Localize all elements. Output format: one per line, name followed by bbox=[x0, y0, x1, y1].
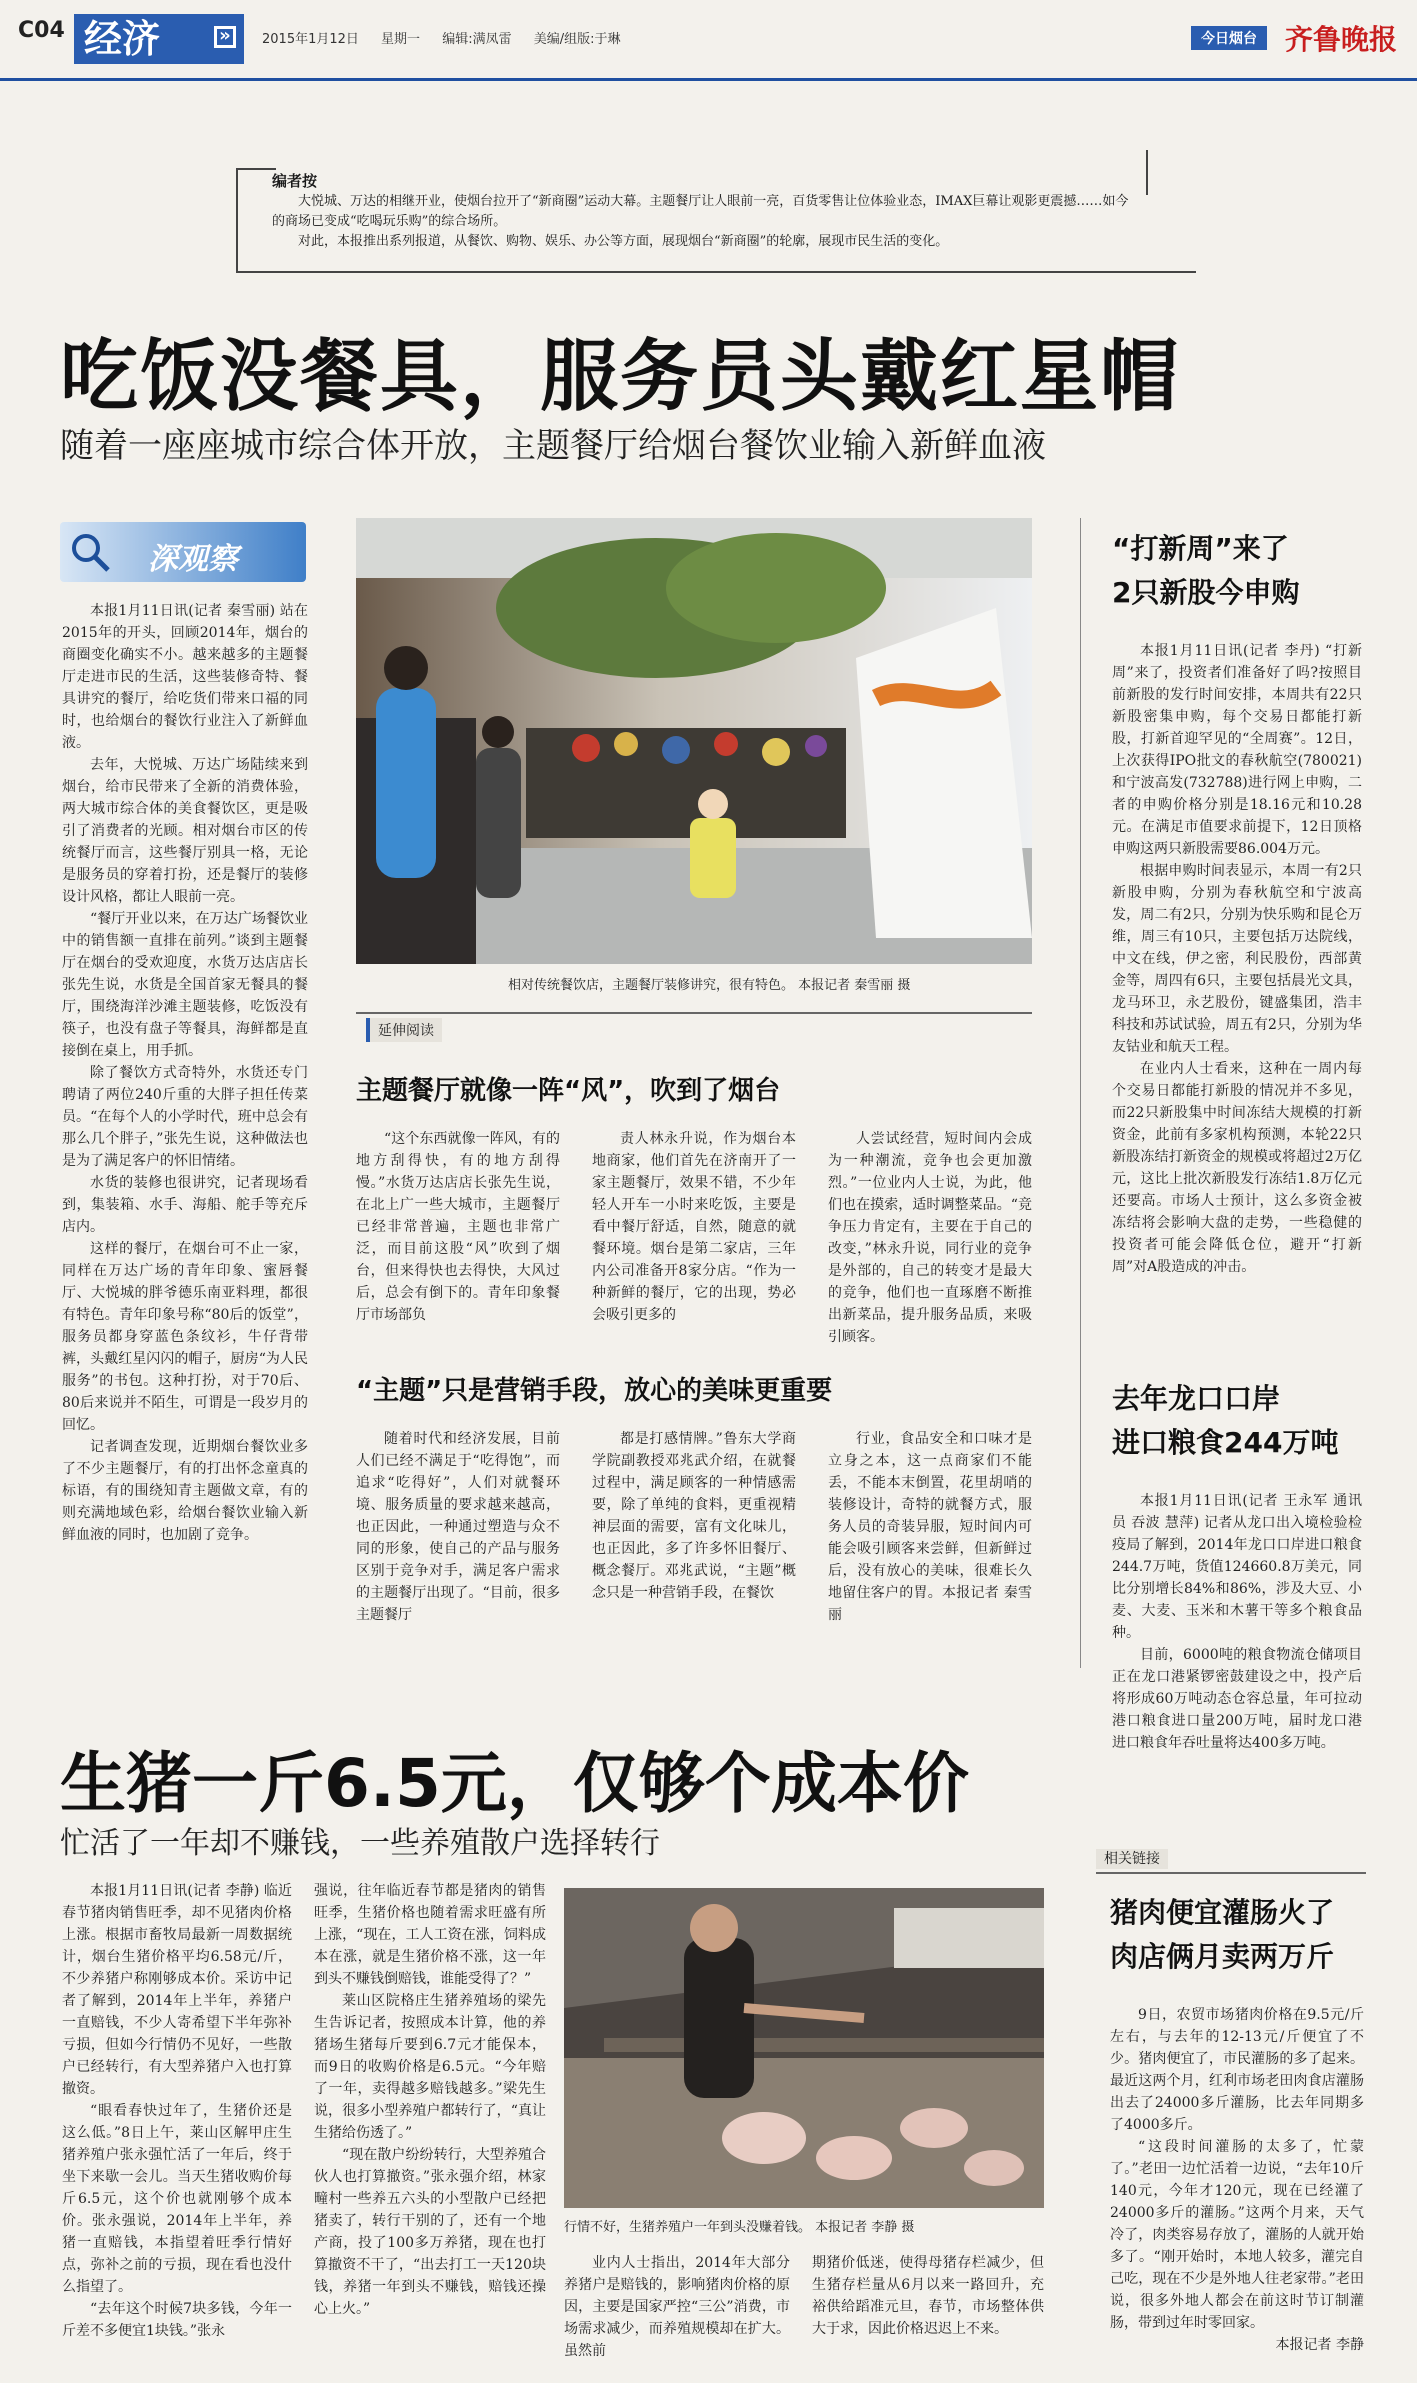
designer-credit: 美编/组版:于琳 bbox=[533, 32, 621, 47]
side2-p0: 本报1月11日讯(记者 王永军 通讯员 吞波 慧萍) 记者从龙口出入境检验检疫局了解到，2014年龙口口岸进口粮食244.7万吨，货值124660.8万美元，同比分别增长84%和86%，涉及大豆、小麦、大麦、玉米和木薯干等多个粮食品种。 bbox=[1112, 1493, 1362, 1641]
side3-tag-label: 相关链接 bbox=[1096, 1849, 1168, 1869]
editor-note-frame-bottom bbox=[236, 271, 1196, 273]
side2-body bbox=[1112, 1490, 1362, 1751]
ext2-col-3: 行业，食品安全和口味才是立身之本，这一点商家们不能丢，不能本末倒置，花里胡哨的装修设计，奇特的就餐方式，服务人员的奇装异服，短时间内可能会吸引顾客来尝鲜，但新鲜过后，没有放心的美味，很难长久地留住客户的胃。本报记者 秦雪丽 bbox=[828, 1431, 1032, 1623]
story1-c1-p1: 去年，大悦城、万达广场陆续来到烟台，给市民带来了全新的消费体验，两大城市综合体的美食餐饮区，更是吸引了消费者的光顾。相对烟台市区的传统餐厅而言，这些餐厅别具一格，无论是服务员的穿着打扮，还是餐厅的装修设计风格，都让人眼前一亮。 bbox=[62, 757, 308, 905]
pig-farm-photo-image bbox=[564, 1888, 1044, 2208]
side3-p0: 9日，农贸市场猪肉价格在9.5元/斤左右，与去年的12-13元/斤便宜了不少。猪肉便宜了，市民灌肠的多了起来。最近这两个月，红利市场老田肉食店灌肠出去了24000多斤灌肠，比去年同期多了4000多斤。 bbox=[1110, 2007, 1364, 2133]
page-header bbox=[0, 0, 1417, 80]
story2-c1-p2: “去年这个时候7块多钱，今年一斤差不多便宜1块钱。”张永 bbox=[62, 2301, 292, 2339]
story2-c2-p0: 强说，往年临近春节都是猪肉的销售旺季，生猪价格也随着需求旺盛有所上涨，“现在，工人工资在涨，饲料成本在涨，就是生猪价格不涨，这一年到头不赚钱倒赔钱，谁能受得了？” bbox=[314, 1883, 546, 1987]
ext-col-3: 人尝试经营，短时间内会成为一种潮流，竞争也会更加激烈。”一位业内人士说，为此，他们也在摸索，适时调整菜品。“竞争压力肯定有，主要在于自己的改变，”林永升说，同行业的竞争是外部的，自己的转变才是最大的竞争，他们也一直琢磨不断推出新菜品，提升服务品质，来吸引顾客。 bbox=[828, 1131, 1032, 1345]
restaurant-photo bbox=[356, 518, 1032, 964]
ext-reading-tag: 延伸阅读 bbox=[366, 1018, 442, 1042]
story1-c1-p6: 记者调查发现，近期烟台餐饮业多了不少主题餐厅，有的打出怀念童真的标语，有的围绕知青主题做文章，有的则充满地域色彩，给烟台餐饮业输入新鲜血液的同时，也加剧了竞争。 bbox=[62, 1439, 308, 1543]
side3-tag bbox=[1096, 1848, 1366, 1874]
editor-note-frame-right bbox=[1146, 150, 1148, 195]
ext2-col-2: 都是打感情牌。”鲁东大学商学院副教授邓兆武介绍，在就餐过程中，满足顾客的一种情感需要，除了单纯的食料，更重视精神层面的需要，富有文化味儿，也正因此，多了许多怀旧餐厅、概念餐厅。邓兆武说，“主题”概念只是一种营销手段，在餐饮 bbox=[592, 1431, 796, 1601]
header-divider bbox=[0, 78, 1417, 81]
story2-headline: 生猪一斤6.5元，仅够个成本价 bbox=[60, 1745, 969, 1822]
story2-bottom-col-2: 期猪价低迷，使得母猪存栏减少，但生猪存栏量从6月以来一路回升，充裕供给蹈准元旦，春节，市场整体供大于求，因此价格迟迟上不来。 bbox=[812, 2255, 1044, 2337]
side1-body bbox=[1112, 640, 1362, 1320]
editor-credit: 编辑:满凤雷 bbox=[442, 32, 512, 47]
deep-observe-badge bbox=[60, 522, 306, 582]
story2-c2-p1: 莱山区院格庄生猪养殖场的梁先生告诉记者，按照成本计算，他的养猪场生猪每斤要到6.7元才能保本，而9日的收购价格是6.5元。“今年赔了一年，卖得越多赔钱越多。”梁先生说，很多小型养殖户都转行了，“真让生猪给伤透了。” bbox=[314, 1993, 546, 2141]
side2-headline-1: 去年龙口口岸 bbox=[1112, 1382, 1281, 1415]
side3-p2: 本报记者 李静 bbox=[1275, 2337, 1364, 2353]
ext2-col-1: 随着时代和经济发展，目前人们已经不满足于“吃得饱”，而追求“吃得好”，人们对就餐环境、服务质量的要求越来越高，也正因此，一种通过塑造与众不同的形象，使自己的产品与服务区别于竞争对手，满足客户需求的主题餐厅出现了。“目前，很多主题餐厅 bbox=[356, 1431, 560, 1623]
side1-headline-2: 2只新股今申购 bbox=[1112, 576, 1300, 609]
ext-reading-rule bbox=[356, 1012, 1032, 1014]
story1-c1-p0: 本报1月11日讯(记者 秦雪丽) 站在2015年的开头，回顾2014年，烟台的商圈变化确实不小。越来越多的主题餐厅走进市民的生活，这些装修奇特、餐具讲究的餐厅，给吃货们带来口福的同时，也给烟台的餐饮行业注入了新鲜血液。 bbox=[62, 603, 308, 751]
side3-body bbox=[1110, 2004, 1364, 2374]
pig-photo-caption: 行情不好，生猪养殖户一年到头没赚着钱。 本报记者 李静 摄 bbox=[564, 2220, 915, 2235]
editor-note-p2: 对此，本报推出系列报道，从餐饮、购物、娱乐、办公等方面，展现烟台“新商圈”的轮廓，展现市民生活的变化。 bbox=[298, 234, 949, 249]
chevron-right-icon: » bbox=[214, 26, 236, 48]
ext-reading-headline: 主题餐厅就像一阵“风”，吹到了烟台 bbox=[356, 1076, 781, 1106]
story1-c1-p3: 除了餐饮方式奇特外，水货还专门聘请了两位240斤重的大胖子担任传菜员。“在每个人的小学时代，班中总会有那么几个胖子，”张先生说，这种做法也是为了满足客户的怀旧情绪。 bbox=[62, 1065, 308, 1169]
page-number: C04 bbox=[18, 18, 65, 43]
story2-column-2 bbox=[314, 1880, 546, 2370]
story1-c1-p2: “餐厅开业以来，在万达广场餐饮业中的销售额一直排在前列。”谈到主题餐厅在烟台的受欢迎度，水货万达店店长张先生说，水货是全国首家无餐具的餐厅，围绕海洋沙滩主题装修，吃饭没有筷子，也没有盘子等餐具，海鲜都是直接倒在桌上，用手抓。 bbox=[62, 911, 308, 1059]
restaurant-photo-image bbox=[356, 518, 1032, 964]
story1-headline: 吃饭没餐具，服务员头戴红星帽 bbox=[60, 332, 1181, 422]
section-label: 经济 bbox=[84, 17, 161, 61]
story2-subhead: 忙活了一年却不赚钱，一些养殖散户选择转行 bbox=[60, 1826, 660, 1861]
editor-note-p1: 大悦城、万达的相继开业，使烟台拉开了“新商圈”运动大幕。主题餐厅让人眼前一亮，百货零售让位体验业态，IMAX巨幕让观影更震撼……如今的商场已变成“吃喝玩乐购”的综合场所。 bbox=[272, 194, 1129, 229]
editor-note-frame-top bbox=[236, 168, 276, 170]
story1-column-1 bbox=[62, 600, 308, 1672]
story2-c2-p2: “现在散户纷纷转行，大型养殖合伙人也打算撤资。”张永强介绍，林家疃村一些养五六头的小型散户已经把猪卖了，转行干别的了，还有一个地产商，投了100多万养猪，现在也打算撤资不干了，“出去打工一天120块钱，养猪一年到头不赚钱，赔钱还操心上火。” bbox=[314, 2147, 546, 2317]
side3-headline-1: 猪肉便宜灌肠火了 bbox=[1110, 1896, 1335, 1929]
side1-p1: 根据申购时间表显示，本周一有2只新股申购，分别为春秋航空和宁波高发，周二有2只，分别为快乐购和昆仑万维，周三有10只，主要包括万达院线，中文在线，伊之密，利民股份，西部黄金等，周四有6只，主要包括晨光文具，龙马环卫，永艺股份，键盛集团，浩丰科技和苏试试验，周五有2只，分别为华友钴业和航天工程。 bbox=[1112, 863, 1362, 1055]
badge-label: 深观察 bbox=[148, 542, 238, 577]
ext-col-1: “这个东西就像一阵风，有的地方刮得快，有的地方刮得慢。”水货万达店店长张先生说，在北上广一些大城市，主题餐厅已经非常普遍，主题也非常广泛，而目前这股“风”吹到了烟台，但来得快也去得快，大风过后，总会有倒下的。青年印象餐厅市场部负 bbox=[356, 1131, 560, 1323]
ext2-headline: “主题”只是营销手段，放心的美味更重要 bbox=[356, 1376, 833, 1406]
story2-c1-p0: 本报1月11日讯(记者 李静) 临近春节猪肉销售旺季，却不见猪肉价格上涨。根据市畜牧局最新一周数据统计，烟台生猪价格平均6.58元/斤，不少养猪户称刚够成本价。采访中记者了解到，2014年上半年，养猪户一直赔钱，不少人寄希望下半年弥补亏损，但如今行情仍不见好，一些散户已经转行，有大型养猪户入也打算撤资。 bbox=[62, 1883, 292, 2097]
story1-c1-p5: 这样的餐厅，在烟台可不止一家，同样在万达广场的青年印象、蜜唇餐厅、大悦城的胖爷德乐南亚料理，都很有特色。青年印象号称“80后的饭堂”，服务员都身穿蓝色条纹衫，牛仔背带裤，头戴红星闪闪的帽子，厨房“为人民服务”的书包。这种打扮，对于70后、80后来说并不陌生，可谓是一段岁月的回忆。 bbox=[62, 1241, 308, 1433]
editor-note-text bbox=[272, 192, 1132, 252]
newspaper-brand: 齐鲁晚报 bbox=[1284, 23, 1397, 56]
ext-col-2: 责人林永升说，作为烟台本地商家，他们首先在济南开了一家主题餐厅，效果不错，不少年轻人开车一小时来吃饭，主要是看中餐厅舒适，自然，随意的就餐环境。烟台是第二家店，三年内公司准备开8家分店。“作为一种新鲜的餐厅，它的出现，势必会吸引更多的 bbox=[592, 1131, 796, 1323]
side3-p1: “这段时间灌肠的太多了，忙蒙了。”老田一边忙活着一边说，“去年10斤140元，今年才120元，现在已经灌了24000多斤的灌肠。”这两个月来，天气冷了，肉类容易存放了，灌肠的人就开始多了。“刚开始时，本地人较多，灌完自己吃，现在不少是外地人往老家带。”老田说，很多外地人都会在前这时节订制灌肠，带到过年时零回家。 bbox=[1110, 2139, 1364, 2331]
pig-farm-photo bbox=[564, 1888, 1044, 2208]
editor-note-label: 编者按 bbox=[272, 172, 318, 190]
side2-headline-2: 进口粮食244万吨 bbox=[1112, 1426, 1339, 1459]
magnifier-icon bbox=[68, 530, 112, 574]
issue-meta bbox=[262, 28, 639, 47]
section-tab bbox=[74, 14, 244, 64]
issue-date: 2015年1月12日 bbox=[262, 32, 359, 47]
side1-p2: 在业内人士看来，这种在一周内每个交易日都能打新股的情况并不多见，而22只新股集中时间冻结大规模的打新资金，此前有多家机构预测，本轮22只新股冻结打新资金的规模或将超过2万亿元，这比上批次新股发行冻结1.8万亿元还要高。市场人士预计，这么多资金被冻结将会影响大盘的走势，一些稳健的投资者可能会降低仓位，避开“打新周”对A股造成的冲击。 bbox=[1112, 1061, 1362, 1275]
story1-c1-p4: 水货的装修也很讲究，记者现场看到，集装箱、水手、海船、舵手等充斥店内。 bbox=[62, 1175, 308, 1235]
editor-note bbox=[236, 150, 1196, 285]
story1-subhead: 随着一座座城市综合体开放，主题餐厅给烟台餐饮业输入新鲜血液 bbox=[60, 426, 1046, 466]
story2-bottom-col-1: 业内人士指出，2014年大部分养猪户是赔钱的，影响猪肉价格的原因，主要是国家严控“三公”消费，市场需求减少，而养殖规模却在扩大。虽然前 bbox=[564, 2255, 790, 2359]
side3-headline-2: 肉店俩月卖两万斤 bbox=[1110, 1940, 1335, 1973]
story2-column-1 bbox=[62, 1880, 292, 2370]
editor-note-frame-left bbox=[236, 168, 238, 273]
side1-p0: 本报1月11日讯(记者 李丹) “打新周”来了，投资者们准备好了吗?按照目前新股的发行时间安排，本周共有22只新股密集申购，每个交易日都能打新股，打新首迎罕见的“全周赛”。12日，上次获得IPO批文的春秋航空(780021)和宁波高发(732788)进行网上申购，二者的申购价格分别是18.16元和10.28元。在满足市值要求前提下，12日顶格申购这两只新股需要86.004万元。 bbox=[1112, 643, 1362, 857]
edition-tag: 今日烟台 bbox=[1191, 26, 1267, 50]
side2-p1: 目前，6000吨的粮食物流仓储项目正在龙口港紧锣密鼓建设之中，投产后将形成60万吨动态仓容总量，年可拉动港口粮食进口量200万吨，届时龙口港进口粮食年吞吐量将达400多万吨。 bbox=[1112, 1647, 1362, 1751]
right-column-divider bbox=[1080, 518, 1081, 1668]
story2-c1-p1: “眼看春快过年了，生猪价还是这么低。”8日上午，莱山区解甲庄生猪养殖户张永强忙活了一年后，终于坐下来歇一会儿。当天生猪收购价每斤6.5元，这个价也就刚够个成本价。张永强说，2014年上半年，养猪一直赔钱，本指望着旺季行情好点，弥补之前的亏损，现在看也没什么指望了。 bbox=[62, 2103, 292, 2295]
issue-weekday: 星期一 bbox=[381, 32, 421, 47]
restaurant-photo-caption: 相对传统餐饮店，主题餐厅装修讲究，很有特色。 本报记者 秦雪丽 摄 bbox=[508, 978, 911, 993]
side1-headline-1: “打新周”来了 bbox=[1112, 532, 1289, 565]
